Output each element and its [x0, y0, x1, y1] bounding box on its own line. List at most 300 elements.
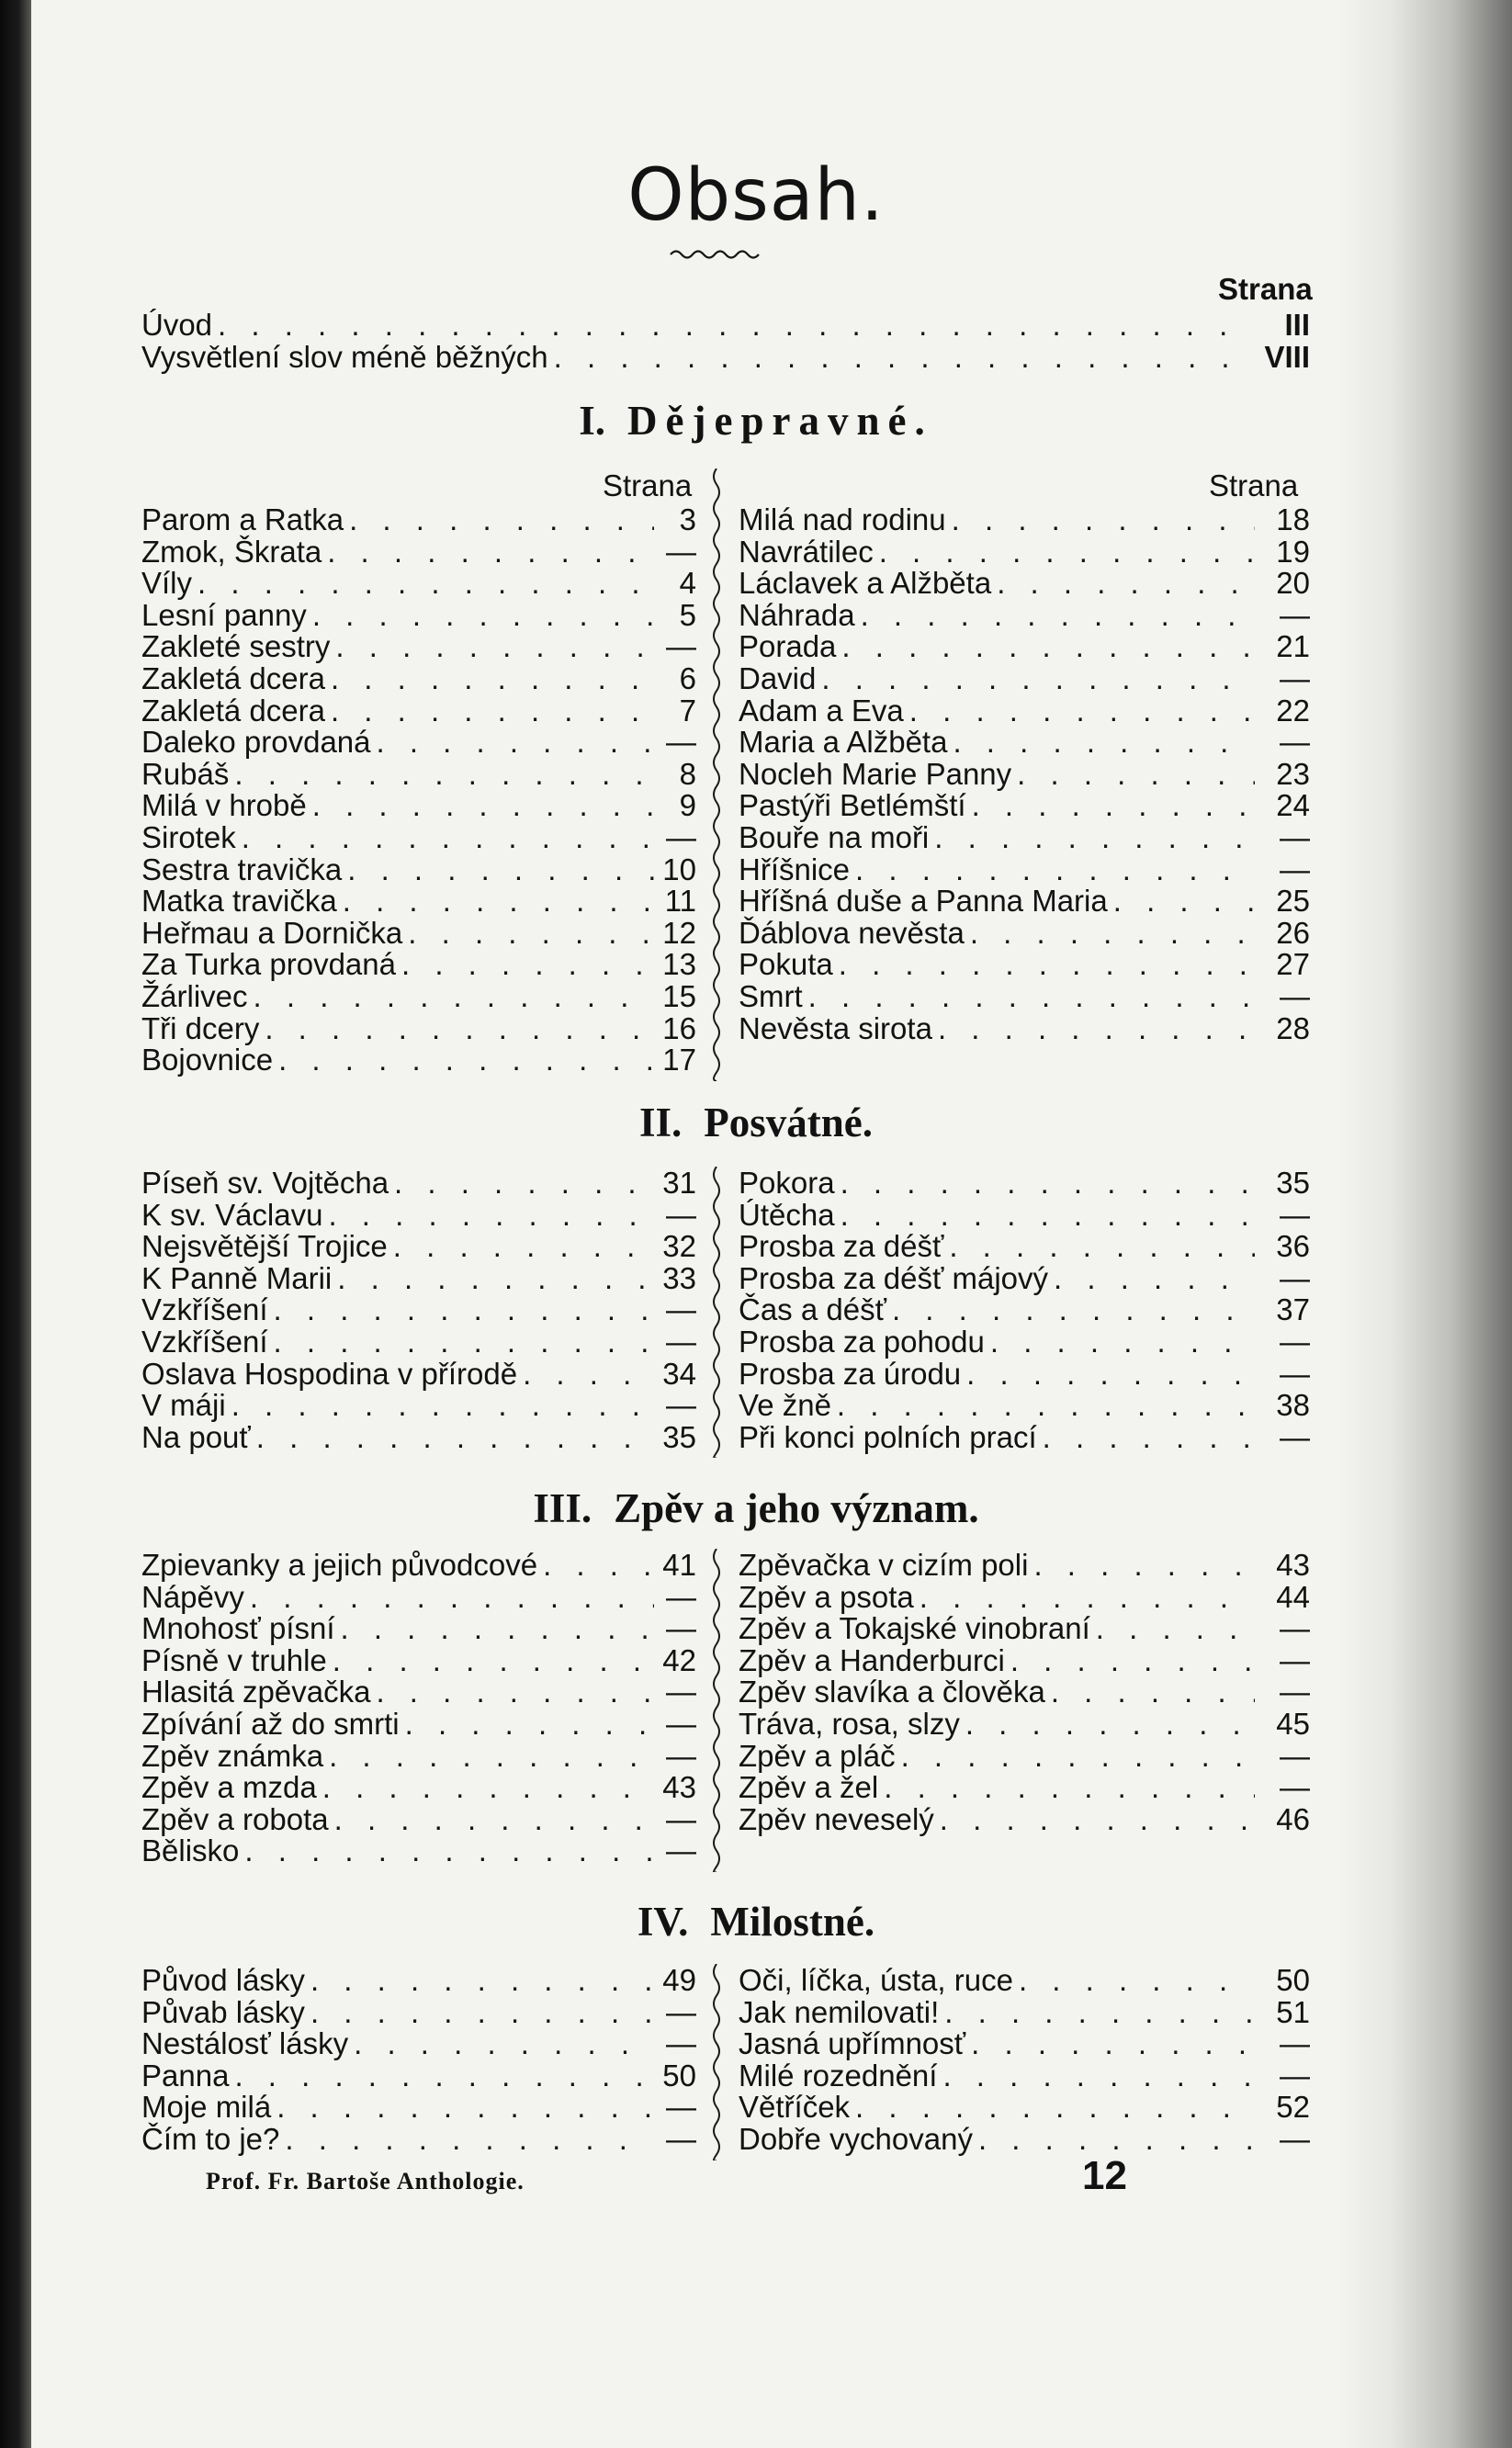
entry-title: Maria a Alžběta	[739, 725, 948, 760]
toc-entry-left	[141, 821, 696, 853]
entry-title: Tři dcery	[141, 1010, 260, 1045]
page-edge-shadow-left	[0, 0, 31, 2448]
toc-entry-left	[141, 948, 696, 980]
entry-page: 9	[679, 788, 696, 823]
dot-leader	[229, 758, 654, 790]
entry-page: —	[1280, 2122, 1310, 2156]
entry-title: Moje milá	[141, 2090, 272, 2125]
toc-entry-left	[141, 1389, 696, 1421]
footer-signature-line: Prof. Fr. Bartoše Anthologie.	[206, 2168, 525, 2194]
entry-title: Bojovnice	[141, 1043, 274, 1077]
entry-title: Dobře vychovaný	[739, 2122, 973, 2156]
entry-page: 50	[1276, 1963, 1310, 1997]
dot-leader	[307, 789, 654, 821]
dot-leader	[934, 1803, 1255, 1835]
entry-page: 50	[662, 2058, 696, 2093]
entry-title: David	[739, 661, 817, 695]
toc-entry-right	[739, 1964, 1310, 1996]
column-brace-separator	[709, 1549, 724, 1872]
dot-leader	[317, 1771, 654, 1803]
entry-title: Pokuta	[739, 947, 833, 982]
dot-leader	[388, 1230, 654, 1262]
entry-page: —	[1280, 1260, 1310, 1295]
entry-title: Hlasitá zpěvačka	[141, 1675, 371, 1709]
entry-title: Zakleté sestry	[141, 629, 331, 664]
entry-page: 46	[1276, 1801, 1310, 1836]
toc-entry-left	[141, 2091, 696, 2123]
toc-entry-left	[141, 980, 696, 1012]
toc-entry-left	[141, 1964, 696, 1996]
section-title: Zpěv a jeho význam.	[614, 1485, 979, 1531]
entry-page: —	[1280, 979, 1310, 1013]
entry-page: 19	[1276, 534, 1310, 569]
entry-title: Oči, líčka, ústa, ruce	[739, 1963, 1013, 1997]
entry-page: 15	[662, 979, 696, 1013]
entry-title: Zakletá dcera	[141, 661, 325, 695]
entry-title: Vzkříšení	[141, 1292, 268, 1327]
dot-leader	[929, 821, 1255, 853]
toc-entry-right	[739, 1708, 1310, 1740]
dot-leader	[816, 662, 1255, 694]
dot-leader	[329, 1803, 654, 1835]
dot-leader	[831, 1389, 1255, 1421]
toc-entry-left	[141, 1644, 696, 1676]
section-heading	[0, 1484, 1512, 1532]
dot-leader	[259, 1012, 654, 1044]
dot-leader	[325, 662, 654, 694]
dot-leader	[943, 1230, 1255, 1262]
toc-entry-right	[739, 789, 1310, 821]
toc-entry-right	[739, 662, 1310, 694]
entry-title: Větříček	[739, 2090, 851, 2125]
entry-page: 42	[662, 1642, 696, 1677]
dot-leader	[371, 726, 655, 758]
entry-title: Hříšnice	[739, 852, 851, 886]
toc-entry-left	[141, 503, 696, 536]
entry-title: Prosba za déšť májový	[739, 1260, 1049, 1295]
dot-leader	[904, 694, 1255, 727]
entry-title: Zmok, Škrata	[141, 534, 322, 569]
entry-page: —	[666, 725, 696, 760]
toc-entry-right	[739, 1771, 1310, 1803]
toc-entry-left	[141, 599, 696, 631]
dot-leader	[305, 1996, 654, 2028]
entry-title: Zpievanky a jejich původcové	[141, 1548, 538, 1582]
dot-leader	[396, 948, 654, 980]
entry-page: 38	[1276, 1388, 1310, 1423]
entry-page: 35	[662, 1419, 696, 1454]
entry-page: 41	[662, 1548, 696, 1582]
toc-entry-right	[739, 948, 1310, 980]
entry-page: —	[1280, 1770, 1310, 1805]
dot-leader	[342, 853, 654, 886]
toc-entry-left	[141, 1167, 696, 1199]
dot-leader	[947, 726, 1255, 758]
dot-leader	[985, 1326, 1255, 1358]
dot-leader	[1011, 758, 1255, 790]
dot-leader	[1037, 1421, 1255, 1453]
entry-page: 33	[662, 1260, 696, 1295]
dot-leader	[348, 2027, 654, 2059]
entry-page: —	[1280, 1642, 1310, 1677]
toc-entry-left	[141, 1262, 696, 1294]
dot-leader	[946, 503, 1255, 536]
toc-entry-left	[141, 1044, 696, 1076]
entry-title: Rubáš	[141, 756, 230, 791]
entry-title: Prosba za úrodu	[739, 1356, 962, 1391]
entry-page: —	[1280, 1738, 1310, 1773]
entry-page: —	[1280, 1419, 1310, 1454]
dot-leader	[850, 853, 1255, 886]
toc-entry-left	[141, 1675, 696, 1708]
entry-title: Jasná upřímnosť	[739, 2026, 966, 2061]
entry-page: 12	[662, 915, 696, 950]
entry-page: —	[666, 1197, 696, 1232]
toc-entry-right	[739, 1199, 1310, 1231]
toc-entry-right	[739, 917, 1310, 949]
dot-leader	[914, 1581, 1255, 1613]
entry-page: —	[666, 1738, 696, 1773]
toc-entry-right	[739, 1644, 1310, 1676]
dot-leader	[344, 503, 654, 536]
dot-leader	[517, 1358, 654, 1390]
dot-leader	[548, 341, 1227, 373]
entry-page: —	[1280, 725, 1310, 760]
entry-page: 22	[1276, 693, 1310, 728]
entry-title: Prosba za pohodu	[739, 1325, 985, 1359]
entry-page: —	[1280, 820, 1310, 854]
dot-leader	[961, 1358, 1255, 1390]
entry-title: Tráva, rosa, slzy	[739, 1707, 960, 1741]
entry-page: 5	[679, 597, 696, 632]
entry-title: Při konci polních prací	[739, 1419, 1037, 1454]
toc-entry-right	[739, 1803, 1310, 1835]
entry-page: —	[1280, 597, 1310, 632]
entry-page: —	[666, 1994, 696, 2029]
entry-page: 21	[1276, 629, 1310, 664]
brace-path	[714, 1549, 719, 1872]
toc-entry-right	[739, 536, 1310, 568]
toc-entry-left	[141, 1421, 696, 1453]
toc-entry-right	[739, 694, 1310, 727]
entry-page: —	[666, 1325, 696, 1359]
entry-page: —	[666, 629, 696, 664]
dot-leader	[307, 599, 654, 631]
entry-page: 16	[662, 1010, 696, 1045]
toc-entry-right	[739, 1675, 1310, 1708]
section-title: Dějepravné.	[627, 398, 933, 444]
entry-title: Zpěv a pláč	[739, 1738, 896, 1773]
entry-page: —	[1280, 1356, 1310, 1391]
dot-leader	[835, 1199, 1255, 1231]
toc-entry-right	[739, 1389, 1310, 1421]
toc-entry-left	[141, 726, 696, 758]
entry-title: K sv. Václavu	[141, 1197, 323, 1232]
toc-entry-left	[141, 758, 696, 790]
dot-leader	[273, 1044, 654, 1076]
brace-path	[714, 1964, 719, 2160]
entry-title: Daleko provdaná	[141, 725, 371, 760]
dot-leader	[239, 1834, 654, 1867]
entry-page: —	[666, 534, 696, 569]
dot-leader	[268, 1293, 654, 1326]
toc-entry-left	[141, 567, 696, 599]
toc-entry-left	[141, 1012, 696, 1044]
section-number: II.	[638, 1100, 683, 1145]
toc-entry-right	[739, 2027, 1310, 2059]
entry-page: 6	[679, 661, 696, 695]
entry-title: Sestra travička	[141, 852, 343, 886]
toc-entry-right	[739, 1326, 1310, 1358]
entry-page: —	[1280, 661, 1310, 695]
toc-entry-right	[739, 1581, 1310, 1613]
dot-leader	[236, 821, 654, 853]
entry-title: Zpěv neveselý	[739, 1801, 934, 1836]
entry-title: Bělisko	[141, 1833, 240, 1868]
entry-page: 44	[1276, 1579, 1310, 1614]
entry-title: Bouře na moři	[739, 820, 930, 854]
toc-entry-left	[141, 662, 696, 694]
dot-leader	[325, 694, 654, 727]
dot-leader	[305, 1964, 654, 1996]
entry-page: 45	[1276, 1707, 1310, 1741]
entry-page: —	[1280, 1611, 1310, 1646]
section-title: Milostné.	[710, 1899, 875, 1945]
entry-page: 25	[1276, 884, 1310, 919]
dot-leader	[248, 980, 654, 1012]
entry-title: Zpívání až do smrti	[141, 1707, 400, 1741]
dot-leader	[330, 630, 654, 662]
toc-entry-left	[141, 1230, 696, 1262]
toc-entry-right	[739, 2059, 1310, 2092]
entry-title: Jak nemilovati!	[739, 1994, 940, 2029]
entry-title: Čas a déšť	[739, 1292, 886, 1327]
toc-entry-left	[141, 1740, 696, 1772]
right-column-header: Strana	[1209, 468, 1299, 502]
entry-page: —	[666, 2090, 696, 2125]
entry-title: Parom a Ratka	[141, 502, 344, 536]
dot-leader	[896, 1740, 1255, 1772]
toc-entry-right	[739, 1740, 1310, 1772]
dot-leader	[400, 1708, 654, 1740]
entry-page: —	[1280, 1197, 1310, 1232]
entry-title: Půvab lásky	[141, 1994, 305, 2029]
entry-title: Žárlivec	[141, 979, 248, 1013]
dot-leader	[835, 1167, 1255, 1199]
toc-entry-left	[141, 694, 696, 727]
entry-title: Panna	[141, 2058, 230, 2093]
entry-page: 3	[679, 502, 696, 536]
entry-title: Zpěv a psota	[739, 1579, 914, 1614]
brace-path	[714, 468, 719, 1081]
entry-title: Pastýři Betlémští	[739, 788, 966, 823]
entry-title: Víly	[141, 566, 193, 601]
entry-title: Nápěvy	[141, 1579, 244, 1614]
dot-leader	[389, 1167, 654, 1199]
toc-entry-right	[739, 630, 1310, 662]
dot-leader	[991, 567, 1255, 599]
front-matter-entry	[141, 309, 1310, 341]
entry-title: Útěcha	[739, 1197, 835, 1232]
entry-title: Hříšná duše a Panna Maria	[739, 884, 1108, 919]
entry-page: 8	[679, 756, 696, 791]
entry-page: 7	[679, 693, 696, 728]
toc-entry-right	[739, 1262, 1310, 1294]
entry-title: Nestálosť lásky	[141, 2026, 349, 2061]
column-brace-separator	[709, 468, 724, 1081]
dot-leader	[192, 567, 654, 599]
entry-page: 11	[664, 884, 696, 919]
entry-title: Smrt	[739, 979, 803, 1013]
entry-page: 24	[1276, 788, 1310, 823]
toc-entry-left	[141, 917, 696, 949]
page-edge-shadow-right	[1337, 0, 1512, 2448]
entry-page: —	[666, 1388, 696, 1423]
entry-title: Zpěv a žel	[739, 1770, 879, 1805]
dot-leader	[327, 1644, 654, 1676]
dot-leader	[332, 1262, 654, 1294]
entry-title: V máji	[141, 1388, 226, 1423]
entry-page: 4	[679, 566, 696, 601]
entry-title: Milé rozednění	[739, 2058, 938, 2093]
dot-leader	[836, 630, 1255, 662]
entry-page: 26	[1276, 915, 1310, 950]
entry-page: —	[666, 1707, 696, 1741]
entry-title: Píseň sv. Vojtěcha	[141, 1166, 389, 1200]
toc-entry-right	[739, 1012, 1310, 1044]
toc-entry-right	[739, 980, 1310, 1012]
entry-page: 23	[1276, 756, 1310, 791]
dot-leader	[932, 1012, 1255, 1044]
toc-entry-right	[739, 853, 1310, 886]
entry-page: 49	[662, 1963, 696, 1997]
entry-page: 17	[662, 1043, 696, 1077]
entry-page: —	[666, 1833, 696, 1868]
toc-entry-left	[141, 2123, 696, 2155]
entry-title: Zpěv a mzda	[141, 1770, 317, 1805]
entry-title: Nevěsta sirota	[739, 1010, 932, 1045]
toc-entry-left	[141, 1834, 696, 1867]
dot-leader	[212, 309, 1227, 341]
dot-leader	[939, 1996, 1255, 2028]
section-title: Posvátné.	[704, 1100, 874, 1145]
dot-leader	[268, 1326, 654, 1358]
entry-title: Nocleh Marie Panny	[739, 756, 1012, 791]
entry-page: 13	[662, 947, 696, 982]
toc-entry-left	[141, 1708, 696, 1740]
entry-page: 27	[1276, 947, 1310, 982]
dot-leader	[1005, 1644, 1255, 1676]
entry-page: —	[666, 1292, 696, 1327]
entry-page: 18	[1276, 502, 1310, 536]
toc-entry-left	[141, 1803, 696, 1835]
entry-page: 34	[662, 1356, 696, 1391]
toc-entry-left	[141, 1771, 696, 1803]
toc-entry-left	[141, 536, 696, 568]
brace-path	[714, 1167, 719, 1458]
toc-entry-right	[739, 1167, 1310, 1199]
entry-page: 43	[662, 1770, 696, 1805]
toc-entry-right	[739, 567, 1310, 599]
toc-entry-left	[141, 1549, 696, 1581]
toc-entry-left	[141, 789, 696, 821]
section-heading	[0, 397, 1512, 445]
section-number: I.	[579, 398, 606, 444]
title-ornament-icon	[669, 246, 761, 263]
entry-title: Lesní panny	[141, 597, 307, 632]
toc-entry-right	[739, 2123, 1310, 2155]
entry-title: Čím to je?	[141, 2122, 280, 2156]
entry-page: 37	[1276, 1292, 1310, 1327]
entry-title: Láclavek a Alžběta	[739, 566, 992, 601]
dot-leader	[271, 2091, 654, 2123]
entry-title: Oslava Hospodina v přírodě	[141, 1356, 518, 1391]
entry-title: Pokora	[739, 1166, 835, 1200]
toc-entry-left	[141, 1326, 696, 1358]
entry-page: 28	[1276, 1010, 1310, 1045]
sheet-signature-number: 12	[1082, 2153, 1127, 2198]
entry-page: 20	[1276, 566, 1310, 601]
dot-leader	[855, 599, 1255, 631]
dot-leader	[402, 917, 654, 949]
dot-leader	[965, 917, 1255, 949]
entry-title: Mnohosť písní	[141, 1611, 335, 1646]
entry-title: Sirotek	[141, 820, 236, 854]
toc-entry-left	[141, 2027, 696, 2059]
toc-entry-left	[141, 1293, 696, 1326]
dot-leader	[335, 1612, 655, 1644]
dot-leader	[966, 789, 1255, 821]
dot-leader	[874, 536, 1255, 568]
entry-page: —	[666, 820, 696, 854]
dot-leader	[965, 2027, 1255, 2059]
entry-title: Zakletá dcera	[141, 693, 325, 728]
entry-page: —	[1280, 852, 1310, 886]
entry-title: Na pouť	[141, 1419, 251, 1454]
entry-page: 51	[1276, 1994, 1310, 2029]
entry-title: Zpěv a robota	[141, 1801, 329, 1836]
entry-page: —	[666, 1675, 696, 1709]
entry-page: 36	[1276, 1229, 1310, 1264]
entry-title: Adam a Eva	[739, 693, 904, 728]
dot-leader	[960, 1708, 1255, 1740]
dot-leader	[244, 1581, 654, 1613]
dot-leader	[1013, 1964, 1255, 1996]
dot-leader	[850, 2091, 1255, 2123]
entry-page: —	[666, 1579, 696, 1614]
entry-page: —	[1280, 2026, 1310, 2061]
toc-entry-left	[141, 2059, 696, 2092]
dot-leader	[229, 2059, 654, 2092]
dot-leader	[803, 980, 1255, 1012]
entry-page: 32	[662, 1229, 696, 1264]
entry-title: Matka travička	[141, 884, 337, 919]
dot-leader	[1090, 1612, 1255, 1644]
toc-entry-right	[739, 1612, 1310, 1644]
dot-leader	[337, 885, 654, 917]
dot-leader	[833, 948, 1255, 980]
entry-title: K Panně Marii	[141, 1260, 333, 1295]
entry-title: Nejsvětější Trojice	[141, 1229, 388, 1264]
section-number: IV.	[637, 1899, 689, 1945]
entry-page: —	[666, 2026, 696, 2061]
entry-title: Navrátilec	[739, 534, 874, 569]
toc-entry-right	[739, 758, 1310, 790]
entry-title: Milá nad rodinu	[739, 502, 946, 536]
entry-title: Za Turka provdaná	[141, 947, 396, 982]
entry-title: Vysvětlení slov méně běžných	[141, 339, 548, 374]
entry-page: —	[1280, 1675, 1310, 1709]
